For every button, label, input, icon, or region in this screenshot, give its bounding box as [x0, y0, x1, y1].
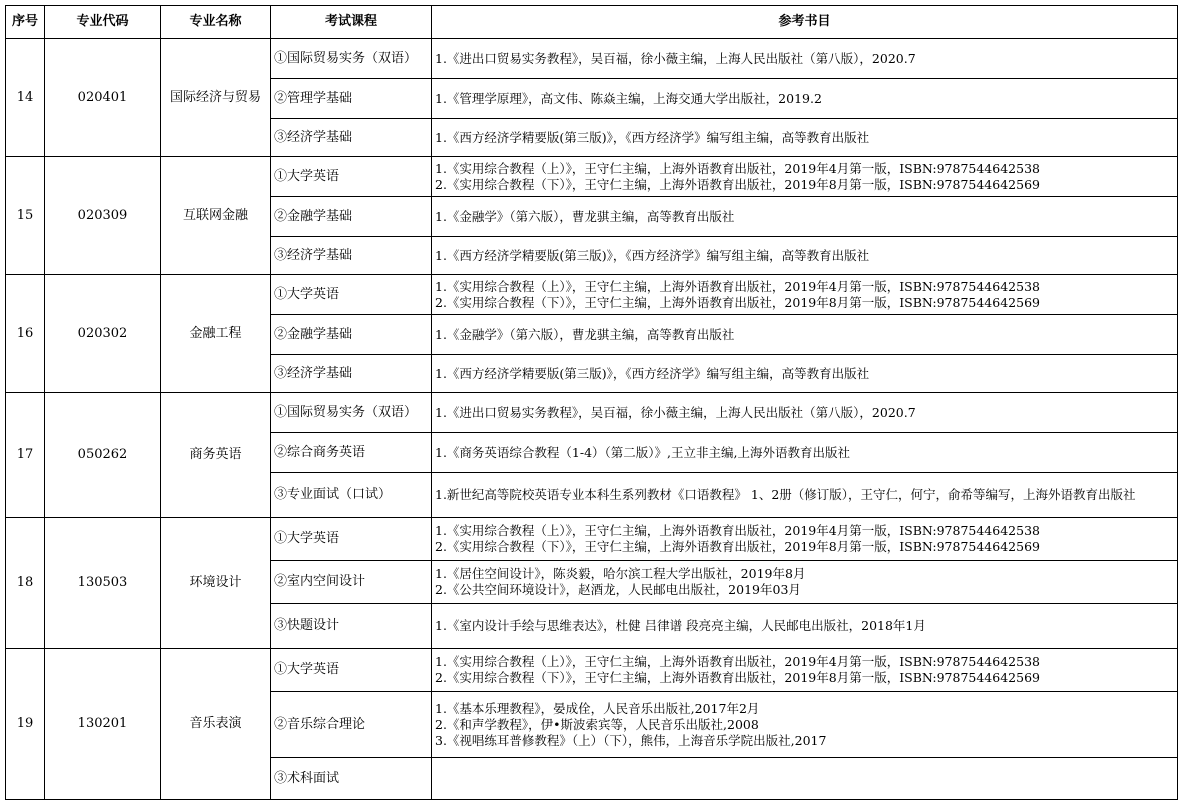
exam-course: ③专业面试（口试）: [271, 473, 432, 518]
book-entry: 2.《实用综合教程（下）》，王守仁主编，上海外语教育出版社，2019年8月第一版，ISBN:9787544642569: [435, 539, 1040, 554]
major-name: 音乐表演: [161, 649, 271, 800]
table-row: [6, 393, 1178, 433]
major-code: 130503: [45, 518, 161, 649]
major-seq: 14: [6, 39, 45, 157]
book-entry: 1.《管理学原理》，高文伟、陈焱主编，上海交通大学出版社，2019.2: [435, 90, 822, 106]
reference-books: [432, 79, 1178, 119]
reference-books: [432, 157, 1178, 197]
book-entry: 1.《进出口贸易实务教程》，吴百福，徐小薇主编，上海人民出版社（第八版），2020.7: [435, 50, 916, 66]
book-entry: 1.《进出口贸易实务教程》，吴百福，徐小薇主编，上海人民出版社（第八版），2020.7: [435, 404, 916, 420]
exam-course: ①国际贸易实务（双语）: [271, 39, 432, 79]
reference-books: [432, 237, 1178, 275]
major-name: 环境设计: [161, 518, 271, 649]
table-row: [6, 39, 1178, 79]
major-name: 金融工程: [161, 275, 271, 393]
book-entry: 1.《基本乐理教程》，晏成佺，人民音乐出版社,2017年2月: [435, 700, 760, 716]
book-entry: 1.《室内设计手绘与思维表达》，杜健 吕律谱 段亮亮主编，人民邮电出版社，2018年1月: [435, 618, 926, 633]
exam-course: ②管理学基础: [271, 79, 432, 119]
book-entry: 1.《金融学》（第六版），曹龙骐主编，高等教育出版社: [435, 208, 735, 224]
book-entry: 3.《视唱练耳普修教程》（上）（下），熊伟，上海音乐学院出版社,2017: [435, 732, 827, 748]
book-entry: 1.《西方经济学精要版(第三版)》，《西方经济学》编写组主编，高等教育出版社: [435, 247, 870, 263]
header-code: 专业代码: [45, 6, 161, 39]
reference-books: [432, 433, 1178, 473]
reference-books: [432, 355, 1178, 393]
book-entry: 1.《商务英语综合教程（1-4）（第二版）》,王立非主编,上海外语教育出版社: [435, 444, 851, 460]
reference-books: [432, 473, 1178, 518]
major-code: 130201: [45, 649, 161, 800]
table-row: [6, 649, 1178, 692]
book-entry: 2.《和声学教程》，伊•斯波索宾等，人民音乐出版社,2008: [435, 716, 759, 732]
exam-course: ①大学英语: [271, 275, 432, 315]
exam-course: ③经济学基础: [271, 355, 432, 393]
reference-books: [432, 315, 1178, 355]
exam-course: ②金融学基础: [271, 197, 432, 237]
book-entry: 1.《西方经济学精要版(第三版)》，《西方经济学》编写组主编，高等教育出版社: [435, 129, 870, 145]
major-seq: 15: [6, 157, 45, 275]
book-entry: 1.《实用综合教程（上）》，王守仁主编，上海外语教育出版社，2019年4月第一版，ISBN:9787544642538: [435, 654, 1040, 669]
major-code: 020309: [45, 157, 161, 275]
book-entry: 1.《实用综合教程（上）》，王守仁主编，上海外语教育出版社，2019年4月第一版，ISBN:9787544642538: [435, 160, 1040, 176]
reference-book-table: [5, 5, 1178, 800]
header-seq: 序号: [6, 6, 45, 39]
major-code: 050262: [45, 393, 161, 518]
table-row: [6, 275, 1178, 315]
header-course: 考试课程: [271, 6, 432, 39]
exam-course: ①国际贸易实务（双语）: [271, 393, 432, 433]
book-entry: 1.新世纪高等院校英语专业本科生系列教材《口语教程》 1、2册（修订版），王守仁，何宁，俞希等编写，上海外语教育出版社: [435, 487, 1136, 502]
book-entry: 1.《实用综合教程（上）》，王守仁主编，上海外语教育出版社，2019年4月第一版，ISBN:9787544642538: [435, 523, 1040, 538]
exam-course: ①大学英语: [271, 518, 432, 561]
exam-course: ③快题设计: [271, 604, 432, 649]
major-seq: 19: [6, 649, 45, 800]
header-row: [6, 6, 1178, 39]
header-books: 参考书目: [432, 6, 1178, 39]
reference-books: [432, 275, 1178, 315]
header-name: 专业名称: [161, 6, 271, 39]
book-entry: 2.《实用综合教程（下）》，王守仁主编，上海外语教育出版社，2019年8月第一版，ISBN:9787544642569: [435, 670, 1040, 685]
reference-books: [432, 197, 1178, 237]
reference-books: [432, 758, 1178, 800]
book-entry: 1.《金融学》（第六版），曹龙骐主编，高等教育出版社: [435, 326, 735, 342]
reference-books: [432, 649, 1178, 692]
table-row: [6, 157, 1178, 197]
exam-course: ②金融学基础: [271, 315, 432, 355]
exam-course: ①大学英语: [271, 649, 432, 692]
book-entry: 1.《居住空间设计》，陈炎毅，哈尔滨工程大学出版社，2019年8月: [435, 566, 806, 581]
book-entry: 2.《实用综合教程（下）》，王守仁主编，上海外语教育出版社，2019年8月第一版，ISBN:9787544642569: [435, 176, 1040, 192]
exam-course: ②音乐综合理论: [271, 692, 432, 758]
major-name: 互联网金融: [161, 157, 271, 275]
book-entry: 2.《实用综合教程（下）》，王守仁主编，上海外语教育出版社，2019年8月第一版，ISBN:9787544642569: [435, 294, 1040, 310]
exam-course: ②室内空间设计: [271, 561, 432, 604]
major-seq: 16: [6, 275, 45, 393]
exam-course: ③经济学基础: [271, 119, 432, 157]
reference-books: [432, 692, 1178, 758]
reference-books: [432, 561, 1178, 604]
reference-books: [432, 39, 1178, 79]
reference-books: [432, 604, 1178, 649]
exam-course: ②综合商务英语: [271, 433, 432, 473]
reference-books: [432, 393, 1178, 433]
exam-course: ③经济学基础: [271, 237, 432, 275]
exam-course: ①大学英语: [271, 157, 432, 197]
book-entry: 1.《实用综合教程（上）》，王守仁主编，上海外语教育出版社，2019年4月第一版，ISBN:9787544642538: [435, 278, 1040, 294]
book-entry: 2.《公共空间环境设计》，赵酒龙，人民邮电出版社，2019年03月: [435, 582, 801, 597]
major-seq: 17: [6, 393, 45, 518]
exam-course: ③术科面试: [271, 758, 432, 800]
major-name: 商务英语: [161, 393, 271, 518]
major-code: 020302: [45, 275, 161, 393]
reference-books: [432, 119, 1178, 157]
major-name: 国际经济与贸易: [161, 39, 271, 157]
table-row: [6, 518, 1178, 561]
major-code: 020401: [45, 39, 161, 157]
book-entry: 1.《西方经济学精要版(第三版)》，《西方经济学》编写组主编，高等教育出版社: [435, 365, 870, 381]
major-seq: 18: [6, 518, 45, 649]
reference-books: [432, 518, 1178, 561]
